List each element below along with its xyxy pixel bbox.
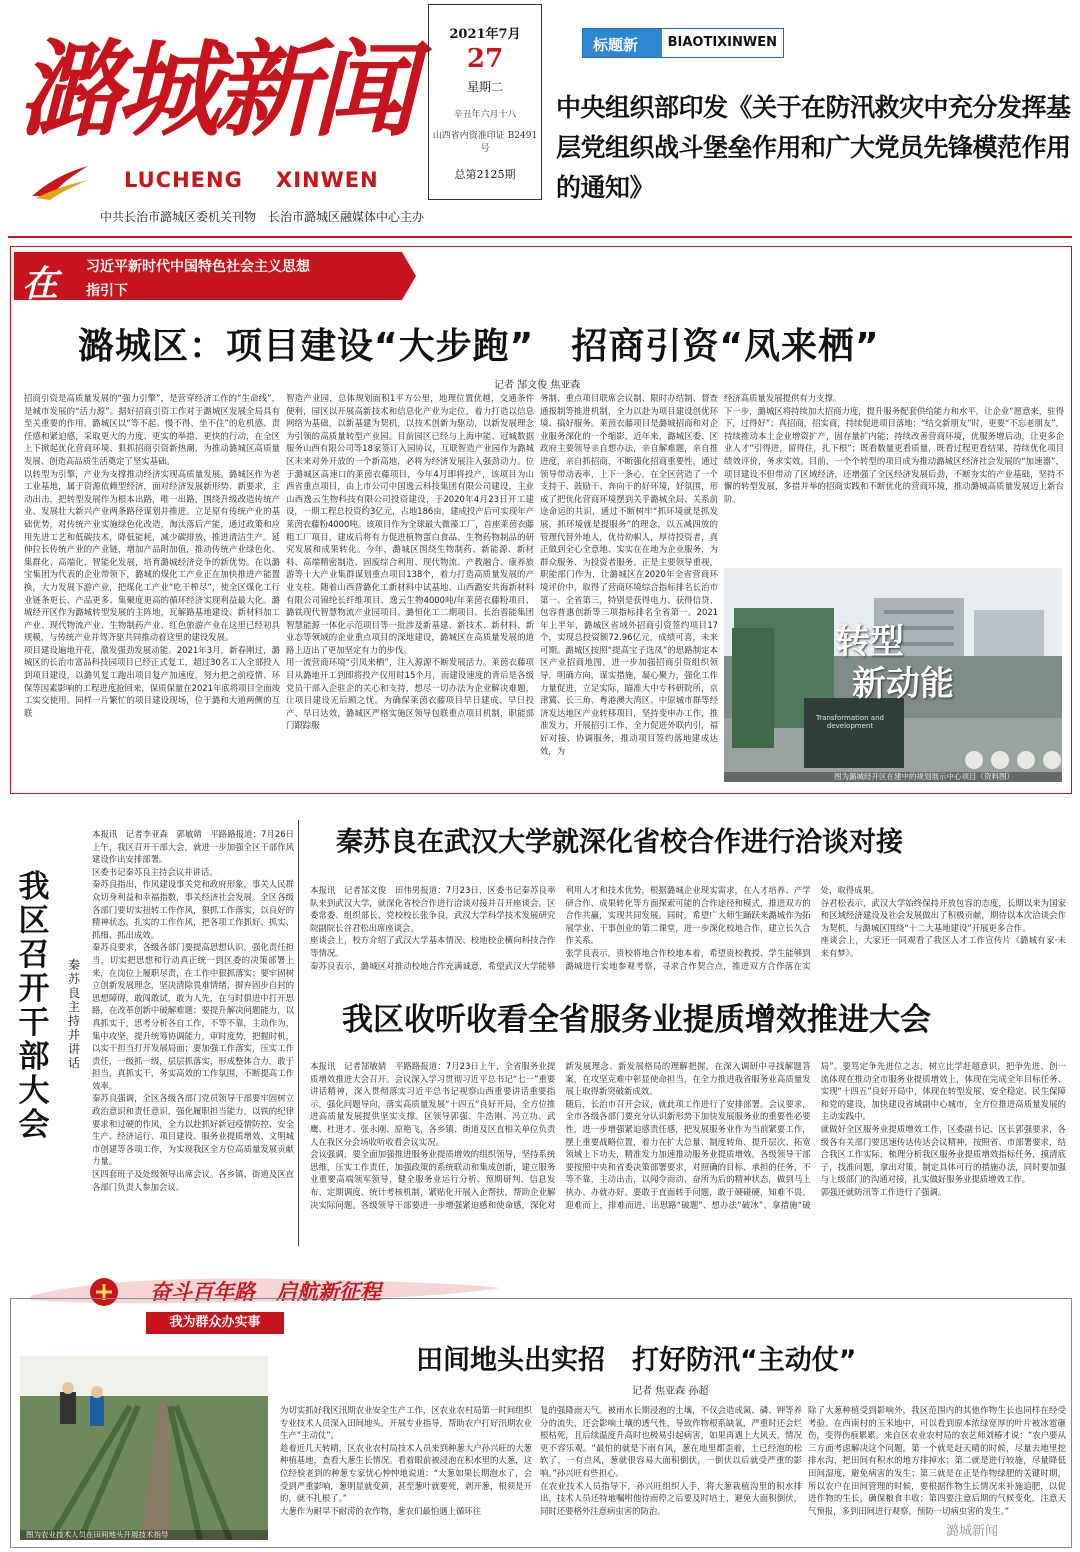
lead-column-2: 智造产业园，总体规划面积1平方公里，地理位置优越，交通条件便利，园区以开展高新技术和信息化产业为定位，着力打造以信息网络为基础，以新基建为契机，以技术创新为驱动，以新发展理念为引领的高质量转型产业园。目前园区已经与上海申能、冠城数据服务山西有限公司等18家签订入园协议，互联智造产业园作为潞城区未来对外开放的一个新高地，必将为经济发展注入强劲动力。位于潞城区高速口的莱茵衣藤项目，今年4月即将投产，该项目为山西省重点项目，由上市公司中国逸云科技集团有限公司建设，主业山西逸云生物科技有限公司投资建设，于2020年4月23日开工建设，一期工程总投资约3亿元，占地186亩，建成投产后可实现年产莱茵衣藤粉4000吨。该项目作为全球最大微藻工厂，首座莱茵衣藤粗工厂项目，建成后将有力促进植物蛋白食品、生物药物制品的研究发展和成果转化。今年，潞城区围绕生物制药、新能源、新材料、高端精密制造、固废综合利用、现代物流、产教融合、康养旅游等十大产业集群谋划重点项目138个，着力打造高质量发展的产业支柱。随着山西晋潞化工新材料中试基地、山西潞安共海新材料有限公司锦纶长纤维项目、逸云生物4000吨/年莱茵衣藤粉项目、潞铁现代智慧物流产业园项目、潞恒化工二期项目、长治晋能集团智慧能源一体化示范项目等一批涉及新基建、新技术、新材料、新业态等领域的企业重点项目的深地建设，潞城区在高质量发展的道路上迈出了更加坚定有力的步伐。 用一流营商环境“引凤来栖”，注入源源不断发展活力。莱茵衣藤项目从潞地开工到即将投产仅用时15个月，而建设速度的背后是各级党员干部入企驻企的关心和支持，想尽一切办法为企业解决难题，让项目建设无后顾之忧。为确保莱茵衣藤项目早日建成、早日投产、早日达效，潞城区严格实施区领导包联重点项目机制，职能部门跟踪服 (286, 393, 534, 731)
lead-photo[interactable] (724, 568, 1062, 782)
wuhan-body: 本报讯 记者郜文俊 田伟男报道：7月23日，区委书记秦苏良率队来到武汉大学，就深化省校合作进行洽谈对接并召开座谈会。区委常委、组织部长、党校校长张争良，武汉大学科学技术发展研究院副院长谷君松出席座谈会。 座谈会上，校方介绍了武汉大学基本情况、校地校企横向科技合作等情况。 秦苏良表示，潞城区对推动校地合作充满诚意，希望武汉大学能够利用人才和技术优势，根据潞城企业现实需求，在人才培养、产学研合作、成果转化等方面探索可能的合作途径和模式，推进双方的合作共赢，实现共同发展。同时，希望广大师生踊跃来潞城作为拓展学业、干事创业的第二课堂，进一步深化校地合作，建立长久合作关系。 张学良表示，贵校将地合作校地本着，希望贵校教授、学生能够到潞城进行实地参观考察，寻求合作契合点，推进双方合作落在实处，取得成果。 谷君松表示，武汉大学始终保持开放包容的态度，长期以来为国家和区域经济建设及社会发展做出了积极贡献，期待以本次洽谈会作为契机，与潞城区围绕“十二大基地建设”开展更多合作。 座谈会上，大家还一同观看了我区人才工作宣传片《潞城有家·未来有梦》。 (310, 885, 1066, 971)
top-news-headline[interactable]: 中央组织部印发《关于在防汛救灾中充分发挥基层党组织战斗堡垒作用和广大党员先锋模范作用的通知》 (556, 93, 1071, 202)
masthead-swoosh-logo (30, 162, 90, 200)
date-year-month: 2021年7月 (449, 27, 521, 42)
date-weekday: 星期二 (466, 80, 503, 94)
masthead-pinyin-xinwen: XINWEN (276, 168, 379, 192)
field-headline[interactable]: 田间地头出实招 打好防汛“主动仗” (416, 1345, 857, 1376)
lead-column-4: 经济高质量发展提供有力支撑。 下一步，潞城区将持续加大招商力度，提升服务配套供给能力和水平，让企业“愿意来，驻得下，过得好”；真招商，招实商，持续促进项目落地：“结交新朋友”时，更要“不忘老朋友”，持续推动本土企业增资扩产，固存量扩内能；持续改善营商环境，优服务增后动，让更多企业人才“引得进，留得住，扎下根”；既看数量更看质量，既看过程更看结果，持续优化项目绩效评价，务求实效。目前，一个个转型的项目成为推动潞城区经济社会发展的“加速器”，项目建设不但带动了区域经济，还增强了全区经济发展后劲，不断夯实的产业基础，坚持不懈的转型发展，多措并举的招商实践和不断优化的营商环境，推动潞城高质量发展迈上新台阶。 (724, 393, 1064, 504)
field-photo-caption: 图为农业技术人员在田间地头开展技术指导 (26, 1530, 169, 1539)
field-photo-illustration (20, 1356, 268, 1540)
field-photo[interactable] (20, 1356, 268, 1540)
field-column-2: 复的强降雨天气。被雨水长期浸泡的土壤，不仅会造成氮、磷、钾等养分的流失，还会影响土壤的透气性，导致作物根系缺氧，严重时还会烂根枯死，且后续温度升高时也极易引起病害，如果再遇上大风天，情况更不容乐观。“最怕的就是下雨有风，葱在地里都歪着，土已经泡的松软了，一有点风，葱就很容易大面积倒伏，一倒伏以后就受严重的影响。”孙兴旺有些担心。 在农业技术人员指导下，孙兴旺组织人手，将大葱栽植沟里的积水排出，技术人员还特地嘱咐他待雨停之后要及时培土，避免大面积倒伏，同时还要格外注意病虫害的防治。 (540, 1405, 802, 1516)
photo-plaque-text: Transformation and development (816, 714, 884, 730)
service-headline[interactable]: 我区收听收看全省服务业提质增效推进大会 (342, 1002, 931, 1038)
lead-photo-caption: 图为潞城经开区在建中的规划展示中心项目（资料图） (834, 772, 1014, 781)
ideology-banner-zai: 在 (22, 263, 59, 305)
ideology-banner-line2: 指引下 (86, 283, 128, 299)
field-byline: 记者 焦亚森 孙超 (632, 1386, 709, 1397)
masthead-title: 潞城新闻 (18, 28, 411, 151)
lead-byline: 记者 郜文俊 焦亚森 (494, 380, 581, 391)
masthead-pinyin-lucheng: LUCHENG (124, 168, 243, 192)
column-rule (298, 820, 299, 1246)
permit-number: 山西省内资准印证 B2491号 (432, 131, 538, 154)
masthead-divider (8, 236, 1072, 238)
ideology-banner-line1: 习近平新时代中国特色社会主义思想 (86, 259, 310, 275)
date-day: 27 (466, 44, 504, 74)
ideology-banner-slogan: ——新时代新作为新篇章 (168, 286, 312, 301)
issue-total: 总第2125期 (454, 168, 516, 181)
photo-sign-line2: 新动能 (852, 664, 954, 704)
top-news-tag (582, 28, 784, 75)
top-news-tag-en: BIAOTIXINWEN (667, 35, 777, 50)
cadre-meeting-subtitle: 秦苏良主持并讲话 (67, 958, 80, 1070)
service-body: 本报讯 记者郜敏婧 平路路报道：7月23日上午，全省服务业提质增效推进大会召开。会议深入学习贯彻习近平总书记“七一”重要讲话精神，深入贯彻落实习近平总书记视察山西重要讲话重要指示，强化问题导向，落实高质量发展“十四五”良好开局，全方位推进高质量发展提供坚实支撑。区领导郭强、牛浩刚、冯立功、武鹰、杜进才、张永刚、原艳飞，各乡镇、街道及区直相关单位负责人在我区分会场收听收看会议实况。 会议强调，要全面加强推进服务业提质增效的组织领导，坚持系统思维，压实工作责任，加强政策的系统联动和集成创新，建立服务业重要高端领军领导，健全服务业运行分析、预期研判、信息发布、定期调度、统计考核机制，紧贴化开展入企帮扶，帮助企业解决实际问题。各级领导干部要进一步增强紧迫感和使命感，深化对新发展理念、新发展格局的理解把握，在深入调研中寻找解题答案，在攻坚克难中彰显使命担当，在全力推进我省服务业高质量发展上取得新突破新成效。 随后，长治市召开会议，就此项工作进行了安排部署。会议要求，全市各级各部门要充分认识新形势下加快发展服务业的重要性必要性，进一步增强紧迫感责任感，把发展服务业作为当前紧要工作，摆上重要战略位置，着力在扩大总量、制度转角、提升层次、拓宽领域上下功夫，精准发力加速推动服务业提质增效。各级领导干部要按照中央和省委决策部署要求，对照确的目标、承担的任务，不等不靠，主动出击，以闻令而动、奋所为后的精神状态，做到马上执办、办就办好。要敢于直面转手问题，敢于硬碰硬，知难不畏、迎难而上，排难而进，出思路“破题”、想办法“破冰”、拿措施“破局”。要笃定争先进位之志，树立比学赶超意识，把争先进、创一流体现在推动全市服务业提质增效上，体现在完成全年目标任务、实现“十四五”良好开局中，体现在转型发展、安全稳定、民生保障和党的建设，加快建设省域副中心城市，全方位推进高质量发展的主动实践中。 就做好全区服务业提质增效工作，区委副书记、区长郭强要求，各级各有关部门要迅速传达传达会议精神，按照省、市部署要求，结合我区工作实际，梳理分析我区服务业提质增效指标任务，摸清底子，找准问题，拿出对策，制定具体可行的措施办法，同时要加强与上级部门的沟通对接，扎实做好服务业提质增效工作。 郭强还就防汛等工作进行了强调。 (310, 1061, 1066, 1210)
field-column-1: 为切实抓好我区汛期农业安全生产工作，区农业农村局第一时间组织专业技术人员深入田间地头，开展专业指导，帮助农户打好汛期农业生产“主动仗”。 趁着近几天转晴，区农业农村局技术人员来到种葱大户孙兴旺的大葱种植基地，查看大葱生长情况。看着眼前被浸泡在积水里的大葱，这位经验老到的种葱专家忧心忡忡地说道：“大葱如果长期泡水了，会受到严重影响，葱明显就变黄，甚至葱叶就要死，剥开葱，根须是开的，就不扎根了。” 大葱作为耐旱不耐涝的农作物，葱农们最怕遇上循环往 (280, 1405, 532, 1516)
watermark: 潞城新闻 (946, 1524, 999, 1539)
field-column-3: 除了大葱种植受到影响外，我区范围内的其他作物生长也同样在经受考验。在西南村的玉米地中，可以看到原本浓绿宽厚的叶片被冰雹砸伤，变得伤痕累累。来自区农业农村局的农艺师刘椿才说：“农户要从三方面考虑解决这个问题。第一个就是赶天晴的时候，尽量去地里挖排水沟，把田间有积水的地方排掉水；第二就是进行较施，尽量降低田间湿度，避免病害的发生；第三就是在正是作物绿肥的关键时期，所以农户在田间管理的时候，要根据作物生长情况来补施追肥，以促进作物的生长，确保粮食丰收；第四要注意后期的气候变化，注意天气预报，多到田间进行观察，预防一切病虫害的发生。” (808, 1405, 1066, 1516)
photo-sign-line1: 转型 (836, 622, 904, 662)
wuhan-headline[interactable]: 秦苏良在武汉大学就深化省校合作进行洽谈对接 (336, 827, 903, 858)
lead-column-1: 招商引资是高质量发展的“强力引擎”，是营穿经济工作的“生命线”，是城市发展的“活力源”。据好招商引资工作对于潞城区发展全局具有至关重要的作用。潞城区以“等不起、慢不得、坐不住”的危机感、责任感和紧迫感，采取更大的力度、更实的举措、更快的行动，在全区上下掀起优化营商环境、狠抓招商引资新热潮，为推动潞城区高质量发展、创造高品质生活奠定了坚实基础。 以转型为引擎，产业为支撑推动经济实现高质量发展。潞城区作为老工业基地，属于资源依赖型经济，面对经济发展新形势、新要求，主动出击，把转型发展作为根本出路，唯一出路，围绕升级改造传统产业、发展壮大新兴产业两条路径谋划并推进。立足原有传统产业的基础优势，对传统产业实施绿色化改造，淘汰落后产能，通过政策和应用先进工艺和低碳技术，降低能耗，减少碳排放，推进清洁生产。延伸拉长传统产业的产业链，增加产品附加值，推动传统产业绿色化、集群化、高端化、智能化发展，培育潞城经济竞争的新优势。在以潞宝集团为代表的企业带领下，潞城的煤化工产业正在加快推进产能置换，大力发展下游产业，把煤化工产业“吃干榨尽”，使全区煤化工行业链条更长、产品更多、集聚度更高的循环经济实现利益最大化。潞城经开区作为潞城转型发展的主阵地，瓦解路基地建设、新材料加工产业、现代物流产业、生物制药产业、红色旅游产业在这里已经初具规模，与传统产业并驾齐驱共同推动着这里的建设发展。 项目建设遍地开花，激发强劲发展动能。2021年3月，新春刚过，潞城区的长治市富品科技园项目已经正式复工，超过30名工人全部投入到项目建设，以潞贝复工跑出项目复产加速度，努力把之前疫情、环保等因素影响的工程进度抢回来，保质保量在2021年底将项目全面竣工实交使用。同样一片繁忙的项目建设现场，位于潞和大道两侧的互联 (24, 393, 280, 718)
top-news-tag-cn: 标题新闻 (583, 29, 662, 57)
serve-people-tag: 我为群众办实事 (146, 1312, 284, 1334)
date-lunar: 辛丑年六月十八 (453, 110, 517, 120)
lead-headline[interactable]: 潞城区：项目建设“大步跑” 招商引资“凤来栖” (78, 326, 880, 367)
cadre-meeting-title[interactable]: 我区召开干部大会 (18, 869, 50, 1143)
publisher-line: 中共长治市潞城区委机关刊物 长治市潞城区融媒体中心主办 (100, 210, 425, 224)
ideology-banner-arrow (402, 252, 416, 300)
cadre-meeting-body: 本报讯 记者李亚森 郭敏婧 平路路报道：7月26日上午，我区召开干部大会，就进一步加强全区干部作风建设作出安排部署。 区委书记秦苏良主持会议并讲话。 秦苏良指出，作风建设事关党和政府形象，事关人民群众切身利益和幸福指数，事关经济社会发展。全区各级各部门要切实扭转工作作风，狠抓工作落实，以良好的精神状态，扎实的工作作风，把各项工作抓好、抓实、抓细、抓出成效。 秦苏良要求，各级各部门要提高思想认识，强化责任担当，切实把思想和行动真正统一到区委的决策部署上来，在岗位上履职尽责，在工作中狠抓落实；要牢固树立创新发展理念，坚决清除畏难情绪，摒弃固步自封的思想障碍，敢闯敢试，敢为人先，在与时俱进中打开思路，在改革创新中破解难题；要提升解决问题能力，以真抓实干，思考分析各自工作，不等不靠，主动作为，集中攻坚，提升统筹协调能力，审时度势，把握时机，以实干担当打开发展局面；要加强工作落实，压实工作责任，一级抓一级，层层抓落实，形成整体合力，敢于担当，真抓实干，务实高效的工作氛围，不断提高工作效率。 秦苏良强调，全区各级各部门党员领导干部要牢固树立政治意识和责任意识，强化履职担当能力，以铁的纪律要求和过硬的作风，全力以赴抓好新冠疫情防控、安全生产、经济运行、项目建设、服务业提质增效、文明城市创建等各项工作，为实现我区全方位高质量发展贡献力量。 区四套班子及处级领导出席会议。各乡镇、街道及区直各部门负责人参加会议。 (92, 829, 294, 1192)
date-box (428, 4, 542, 200)
lead-column-3: 务制、重点项目联席会议制、限时办结制、督查通报制等推进机制，全力以赴为项目建设创优环境、搞好服务。莱茵衣藤项目是潞城招商和对企业服务深化的一个缩影，近年来，潞城区委、区政府主要领导亲自想办法，亲自解难题，亲自推进度，亲自抓招商，不断强化招商重要性，通过领导带动表率，上下一条心，在全区营造了一个支持干、鼓励干、奔向干的好环境，好氛围，形成了把优化营商环境摆到关乎潞城全局、关系前途命运的共识，通过不断树牢“抓环境就是抓发展，抓环境就是提服务”的理念，以五减四放的管理代替外地人，优待幼帜人，厚待投资者，真正做到全心全意地、实实在在地为企业服务，为群众服务、为投资者服务。正是主要领导重视，职能部门作为，让潞城区在2020年全省营商环境评价中，取得了营商环境综合指标排名长治市第一、全省第三，特别是获得电力、获得信贷、包容普惠创新等三项指标排名全省第一。2021年上半年，潞城区省域外招商引资签约项目17个，实现总投资额72.96亿元，成绩可喜，未来可期。潞城区按照“提高宝子选凤”的思路制定本区产业招商地图，进一步加强招商引资组织领导，明确方向，谋实措施，凝心聚力，强化工作力量促进，立足实际，瞄准大中专科研院所，京津冀、长三角、粤港澳大湾区、中原城市群等经济发达地区产业转移项目，坚持变申办工作，推准发力，开展招引工作，全力促进外联内引，福好对接、协调服务，推动项目签约落地建成达效，为 (540, 393, 718, 756)
centenary-banner-text: 奋斗百年路 启航新征程 (150, 1280, 381, 1304)
